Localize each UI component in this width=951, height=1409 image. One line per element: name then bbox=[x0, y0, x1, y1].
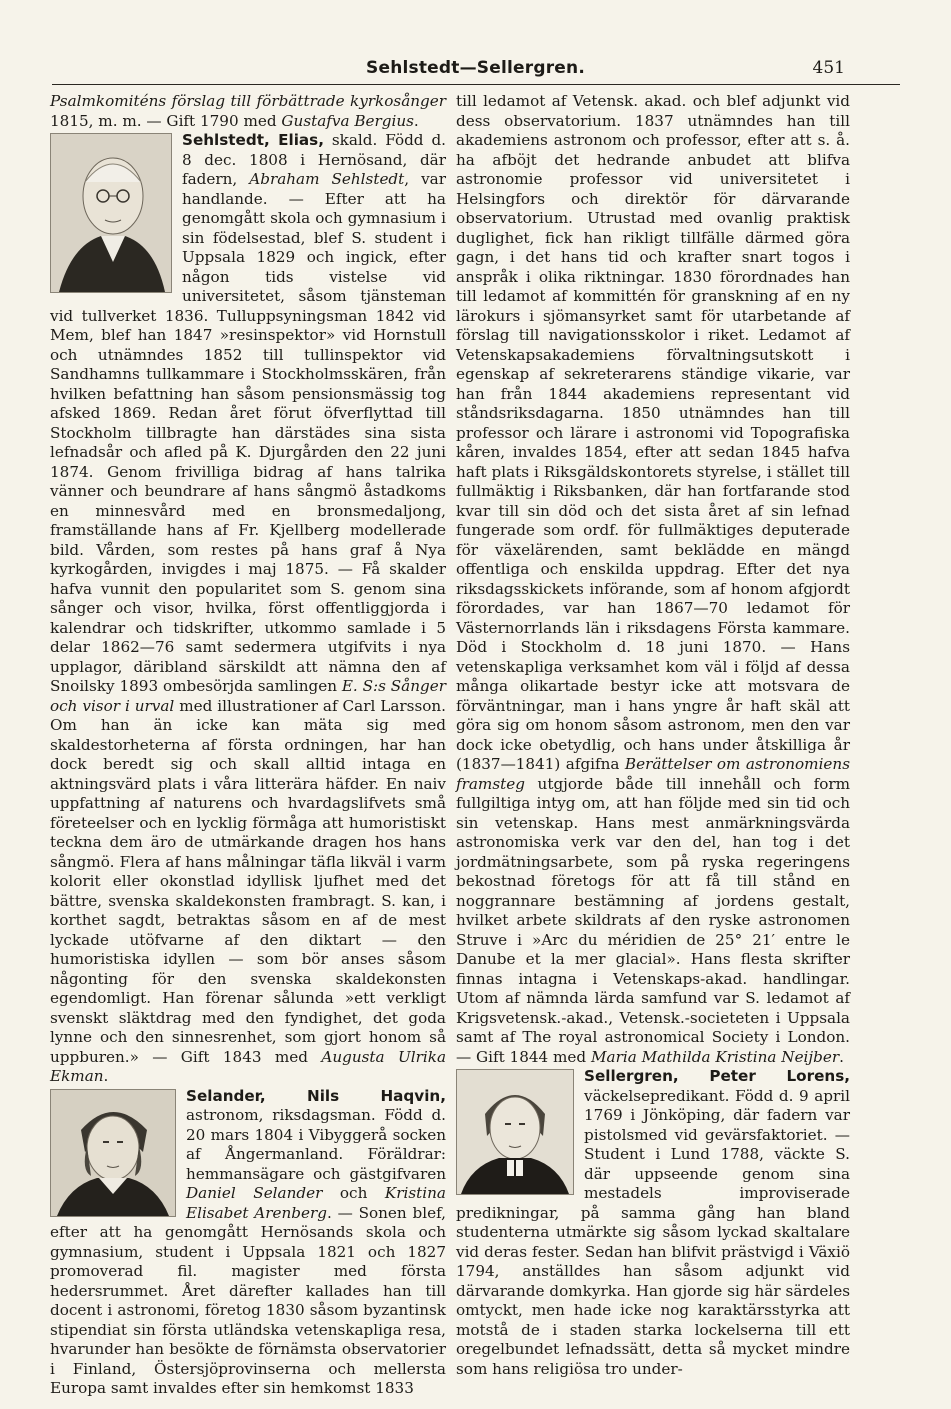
portrait-sehlstedt-image bbox=[51, 134, 171, 292]
entry-head-selander: Selander, Nils Haqvin, bbox=[186, 1086, 446, 1105]
portrait-sellergren-image bbox=[457, 1070, 573, 1194]
portrait-sellergren bbox=[456, 1069, 574, 1195]
header-rule bbox=[52, 84, 900, 85]
entry-head-sehlstedt: Sehlstedt, Elias, bbox=[182, 131, 324, 149]
intro-spouse: Gustafva Bergius bbox=[281, 111, 414, 130]
entry-head-sellergren: Sellergren, Peter Lorens, bbox=[584, 1067, 850, 1085]
entry-selander-continued: till ledamot af Vetensk. akad. och blef adjunkt vid dess observatorium. 1837 utnämndes han till akademiens astronom och professor, efter att s. å. ha afböjt det hedrande anbudet att blifva astronomie professor vid universitetet i Helsingfors och direktör för därvarande observatorium. Utrustad med ovanlig praktisk duglighet, fick han rikligt tillfälle därmed göra gagn, i det hans tid och krafter snart togos i anspråk i olika riktningar. 1830 förordnades han till ledamot af kommittén för granskning af en ny lärokurs i sjömansyrket samt för utarbetande af förslag till navigationsskolor i riket. Ledamot af Vetenskapsakademiens förvaltningsutskott i egenskap af sekreterarens ständige vikarie, var han från 1844 akademiens representant vid ståndsriksdagarna. 1850 utnämndes han till professor och lärare i astronomi vid Topografiska kåren, invaldes 1854, efter att sedan 1845 hafva haft plats i Riksgäldskontorets styrelse, i stället till fullmäktig i Riksbanken, där han fortfarande stod kvar till sin död och det sista året af sin lefnad fungerade som ordf. för fullmäktiges deputerade för växelärenden, samt beklädde en mängd offentliga och enskilda uppdrag. Efter det nya riksdagsskickets införande, som af honom afgjordt förordades, var han 1867—70 ledamot för Västernorrlands län i riksdagens Första kammare. Död i Stockholm d. 18 juni 1870. — Hans vetenskapliga verksamhet kom väl i följd af dessa många olikartade bestyr icke att motsvara de förväntningar, man i hans yngre år haft skäl att göra sig om honom såsom astronom, men den var dock icke obetydlig, och hans under åtskilliga år (1837—1841) afgifna Berättelser om astronomiens framsteg utgjorde både till innehåll och form fullgiltiga intyg om, att han följde med sin tid och sin vetenskap. Hans mest anmärkningsvärda astronomiska verk var den del, han tog i det jordmätningsarbete, som på ryska regeringens bekostnad företogs för att få till stånd en noggrannare bestämning af jordens gestalt, hvilket arbete skildrats af den ryske astronomen Struve i »Arc du méridien de 25° 21′ entre le Danube et la mer glacial». Hans flesta skrifter finnas intagna i Vetenskaps-akad. handlingar. Utom af nämnda lärda samfund var S. ledamot af Krigsvetensk.-akad., Vetensk.-societeten i Uppsala samt af The royal astronomical Society i London. — Gift 1844 med Maria Mathilda Kristina Neijber. bbox=[456, 92, 850, 1066]
portrait-sehlstedt bbox=[50, 133, 172, 293]
portrait-selander bbox=[50, 1089, 176, 1217]
page-number: 451 bbox=[812, 58, 845, 78]
left-column bbox=[50, 92, 446, 1399]
running-title: Sehlstedt—Sellergren. bbox=[366, 58, 585, 78]
page-header bbox=[0, 58, 951, 82]
entry-sehlstedt: Sehlstedt, Elias, skald. Född d. 8 dec. 1808 i Hernösand, där fadern, Abraham Sehlstedt, var handlande. — Efter att ha genomgått skola och gymnasium i sin födelsestad, blef S. student i Uppsala 1829 och ingick, efter någon tids vistelse vid universitetet, såsom tjänsteman vid tullverket 1836. Tulluppsyningsman 1842 vid Mem, blef han 1847 »resinspektor» vid Hornstull och utnämndes 1852 till tullinspektor vid Sandhamns tullkammare i Stockholmsskären, från hvilken befattning han såsom pensionsmässig tog afsked 1869. Redan året förut öfverflyttad till Stockholm tillbragte han därstädes sina sista lefnadsår och afled på K. Djurgården den 22 juni 1874. Genom frivilliga bidrag af hans talrika vänner och beundrare af hans sångmö åstadkoms en minnesvård med en bronsmedaljong, framställande hans af Fr. Kjellberg modellerade bild. Vården, som restes på hans graf å Nya kyrkogården, invigdes i maj 1875. — Få skalder hafva vunnit den popularitet som S. genom sina sånger och visor, hvilka, först offentliggjorda i kalendrar och tidskrifter, utkommo samlade i 5 delar 1862—76 samt sedermera utgifvits i nya upplagor, däribland särskildt att nämna den af Snoilsky 1893 ombesörjda samlingen E. S:s Sånger och visor i urval med illustrationer af Carl Larsson. Om han än icke kan mäta sig med skaldestorheterna af första ordningen, har han dock beredt sig och skall alltid intaga en aktningsvärd plats i våra litterära häfder. En naiv uppfattning af naturens och hvardagslifvets små företeelser och en lycklig förmåga att humoristiskt teckna dem äro de utmärkande dragen hos hans sångmö. Flera af hans målningar täfla likväl i varm kolorit eller okonstlad idyllisk ljufhet med det bättre, svenska skaldekonsten frambragt. S. kan, i korthet sagdt, betraktas såsom en af de mest lyckade utöfvarne af den diktart — den humoristiska idyllen — som bör anses såsom någonting för den svenska skaldekonsten egendomligt. Han förenar sålunda »ett verkligt svenskt släktdrag med den fyndighet, det goda lynne och den sinnesrenhet, som gjort honom så uppburen.» — Gift 1843 med Augusta Ulrika Ekman. bbox=[50, 131, 446, 1085]
portrait-selander-image bbox=[51, 1090, 175, 1216]
intro-paragraph: Psalmkomiténs förslag till förbättrade kyrkosånger 1815, m. m. — Gift 1790 med Gustafva Bergius. bbox=[50, 92, 446, 130]
entry-selander: Selander, Nils Haqvin, astronom, riksdagsman. Född d. 20 mars 1804 i Vibyggerå socken af Ångermanland. Föräldrar: hemmansägare och gästgifvaren Daniel Selander och Kristina Elisabet Arenberg. — Sonen blef, efter att ha genomgått Hernösands skola och gymnasium, student i Uppsala 1821 och 1827 promoverad fil. magister med första hedersrummet. Året därefter kallades han till docent i astronomi, företog 1830 såsom byzantinsk stipendiat sin första utländska vetenskapliga resa, hvarunder han besökte de förnämsta observatorier i Finland, Östersjöprovinserna och mellersta Europa samt invaldes efter sin hemkomst 1833 bbox=[50, 1086, 446, 1397]
intro-title: Psalmkomiténs förslag till förbättrade kyrkosånger bbox=[50, 92, 446, 110]
entry-sellergren: Sellergren, Peter Lorens, väckelsepredikant. Född d. 9 april 1769 i Jönköping, där fadern var pistolsmed vid gevärsfaktoriet. — Student i Lund 1788, väckte S. där uppseende genom sina mestadels improviserade predikningar, på samma gång han bland studenterna utmärkte sig såsom lyckad skaltalare vid deras fester. Sedan han blifvit prästvigd i Växiö 1794, anställdes han såsom adjunkt vid därvarande domkyrka. Han gjorde sig här särdeles omtyckt, men hade icke nog karaktärsstyrka att motstå de i staden starka lockelserna till ett oregelbundet lefnadssätt, detta så mycket mindre som hans religiösa tro under- bbox=[456, 1067, 850, 1378]
right-column bbox=[456, 92, 850, 1379]
